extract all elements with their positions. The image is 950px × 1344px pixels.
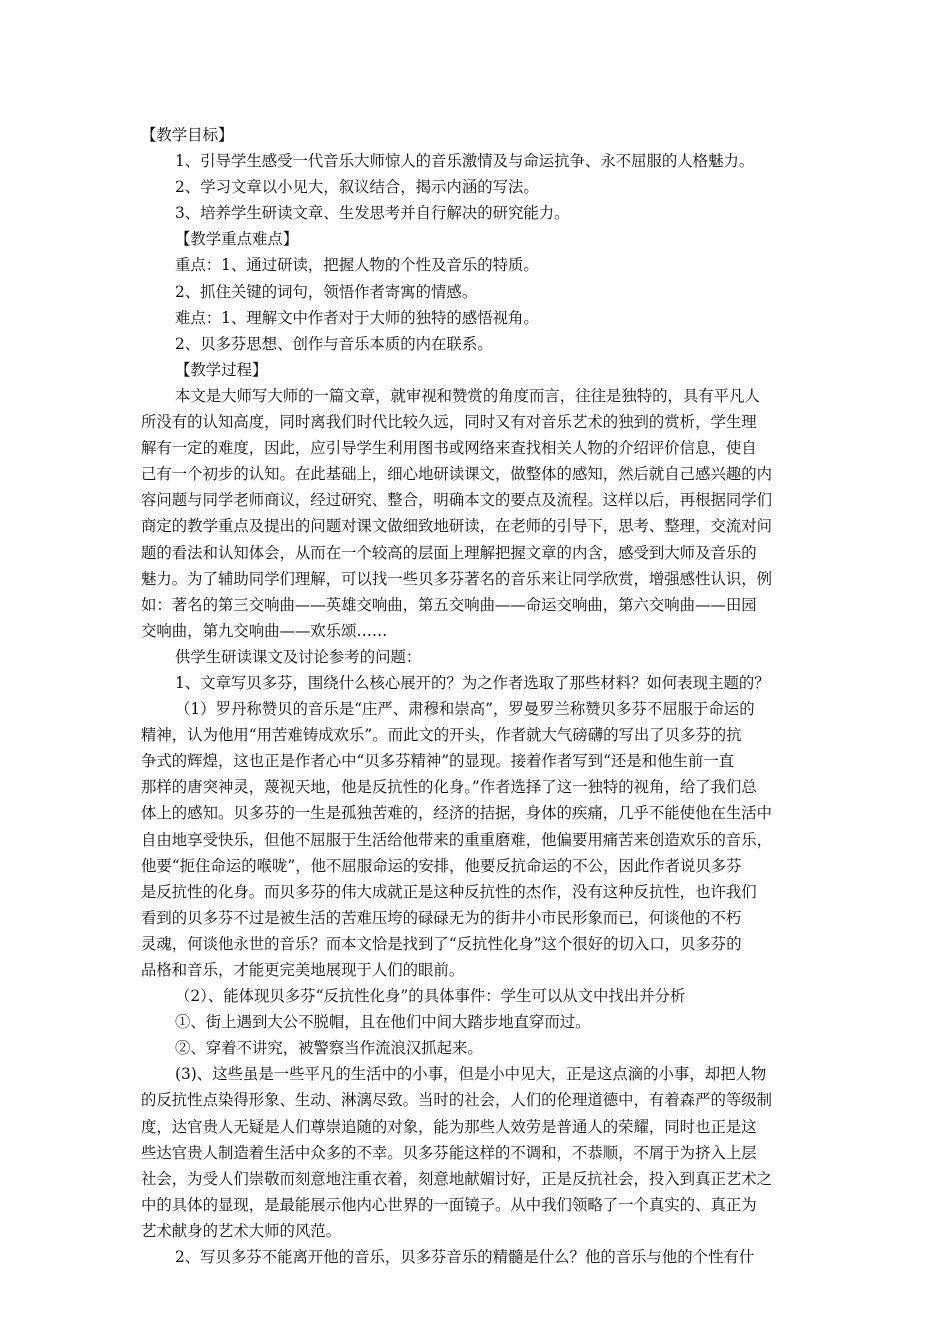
paragraph-line: 容问题与同学老师商议，经过研究、整合，明确本文的要点及流程。这样以后，再根据同学们 bbox=[141, 491, 773, 510]
paragraph-line: 解有一定的难度，因此，应引导学生利用图书或网络来查找相关人物的介绍评价信息，使自 bbox=[141, 439, 757, 458]
paragraph-line: 2、抓住关键的词句，领悟作者寄寓的情感。 bbox=[175, 282, 478, 301]
paragraph-line: 1、文章写贝多芬，围绕什么核心展开的？为之作者选取了那些材料？如何表现主题的？ bbox=[175, 673, 770, 692]
paragraph-line: 魅力。为了辅助同学们理解，可以找一些贝多芬著名的音乐来让同学欣赏，增强感性认识，例 bbox=[141, 569, 773, 588]
paragraph-line: 如：著名的第三交响曲——英雄交响曲，第五交响曲——命运交响曲，第六交响曲——田园 bbox=[141, 595, 757, 614]
document-body bbox=[141, 122, 811, 1270]
paragraph-line: 那样的唐突神灵，蔑视天地，他是反抗性的化身。”作者选择了这一独特的视角，给了我们总 bbox=[141, 778, 757, 797]
paragraph-line: 题的看法和认知体会，从而在一个较高的层面上理解把握文章的内含，感受到大师及音乐的 bbox=[141, 543, 757, 562]
section-heading: 【教学目标】 bbox=[141, 126, 234, 144]
paragraph-line: 1、引导学生感受一代音乐大师惊人的音乐激情及与命运抗争、永不屈服的人格魅力。 bbox=[175, 152, 755, 171]
paragraph-line: 商定的教学重点及提出的问题对课文做细致地研读，在老师的引导下，思考、整理，交流对问 bbox=[141, 517, 773, 536]
paragraph-line: 2、贝多芬思想、创作与音乐本质的内在联系。 bbox=[175, 334, 493, 353]
paragraph-line: 灵魂，何谈他永世的音乐？而本文恰是找到了“反抗性化身”这个很好的切入口，贝多芬的 bbox=[141, 934, 742, 953]
paragraph-line: 体上的感知。贝多芬的一生是孤独苦难的，经济的拮据，身体的疾痛，几乎不能使他在生活中 bbox=[141, 804, 773, 823]
paragraph-line: 些达官贵人制造着生活中众多的不幸。贝多芬能这样的不调和，不恭顺，不屑于为挤入上层 bbox=[141, 1143, 757, 1162]
paragraph-line: 精神，认为他用“用苦难铸成欢乐”。而此文的开头，作者就大气磅礴的写出了贝多芬的抗 bbox=[141, 726, 742, 745]
paragraph-line: 自由地享受快乐，但他不屈服于生活给他带来的重重磨难，他偏要用痛苦来创造欢乐的音乐， bbox=[141, 830, 773, 849]
paragraph-line: 他要“扼住命运的喉咙”，他不屈服命运的安排，他要反抗命运的不公，因此作者说贝多芬 bbox=[141, 856, 742, 875]
paragraph-line: （1）罗丹称赞贝的音乐是“庄严、肃穆和崇高”，罗曼罗兰称赞贝多芬不屈服于命运的 bbox=[175, 700, 755, 719]
paragraph-line: 供学生研读课文及讨论参考的问题： bbox=[175, 647, 422, 666]
paragraph-line: ①、街上遇到大公不脱帽，且在他们中间大踏步地直穿而过。 bbox=[175, 1013, 591, 1032]
paragraph-line: (3)、这些虽是一些平凡的生活中的小事，但是小中见大，正是这点滴的小事，却把人物 bbox=[175, 1065, 767, 1084]
paragraph-line: 艺术献身的艺术大师的风范。 bbox=[141, 1221, 342, 1240]
paragraph-line: 难点：1、理解文中作者对于大师的独特的感悟视角。 bbox=[175, 308, 539, 327]
section-heading: 【教学过程】 bbox=[175, 360, 268, 379]
paragraph-line: 重点：1、通过研读，把握人物的个性及音乐的特质。 bbox=[175, 256, 539, 275]
paragraph-line: 3、培养学生研读文章、生发思考并自行解决的研究能力。 bbox=[175, 204, 570, 223]
paragraph-line: 争式的辉煌，这也正是作者心中“贝多芬精神”的显现。接着作者写到“还是和他生前一直 bbox=[141, 752, 735, 771]
paragraph-line: 社会，为受人们崇敬而刻意地注重衣着，刻意地献媚讨好，正是反抗社会，投入到真正艺术之 bbox=[141, 1169, 773, 1188]
paragraph-line: 己有一个初步的认知。在此基础上，细心地研读课文，做整体的感知，然后就自己感兴趣的内 bbox=[141, 465, 773, 484]
paragraph-line: 的反抗性点染得形象、生动、淋漓尽致。当时的社会，人们的伦理道德中，有着森严的等级制 bbox=[141, 1091, 773, 1110]
paragraph-line: 中的具体的显现，是最能展示他内心世界的一面镜子。从中我们领略了一个真实的、真正为 bbox=[141, 1195, 757, 1214]
paragraph-line: 品格和音乐，才能更完美地展现于人们的眼前。 bbox=[141, 961, 465, 979]
paragraph-line: 看到的贝多芬不过是被生活的苦难压垮的碌碌无为的街井小市民形象而已，何谈他的不朽 bbox=[141, 908, 742, 927]
paragraph-line: 2、写贝多芬不能离开他的音乐，贝多芬音乐的精髓是什么？他的音乐与他的个性有什 bbox=[175, 1248, 755, 1267]
paragraph-line: 度，达官贵人无疑是人们尊崇追随的对象，能为那些人效劳是普通人的荣耀，同时也正是这 bbox=[141, 1117, 757, 1136]
paragraph-line: 是反抗性的化身。而贝多芬的伟大成就正是这种反抗性的杰作，没有这种反抗性，也许我们 bbox=[141, 882, 757, 901]
paragraph-line: 交响曲，第九交响曲——欢乐颂…… bbox=[141, 621, 388, 640]
paragraph-line: ②、穿着不讲究，被警察当作流浪汉抓起来。 bbox=[175, 1039, 483, 1058]
section-heading: 【教学重点难点】 bbox=[175, 230, 299, 249]
paragraph-line: （2）、能体现贝多芬“反抗性化身”的具体事件：学生可以从文中找出并分析 bbox=[175, 987, 686, 1006]
paragraph-line: 2、学习文章以小见大，叙议结合，揭示内涵的写法。 bbox=[175, 178, 539, 197]
paragraph-line: 所没有的认知高度，同时离我们时代比较久远，同时又有对音乐艺术的独到的赏析，学生理 bbox=[141, 413, 757, 432]
paragraph-line: 本文是大师写大师的一篇文章，就审视和赞赏的角度而言，往往是独特的，具有平凡人 bbox=[175, 386, 760, 405]
